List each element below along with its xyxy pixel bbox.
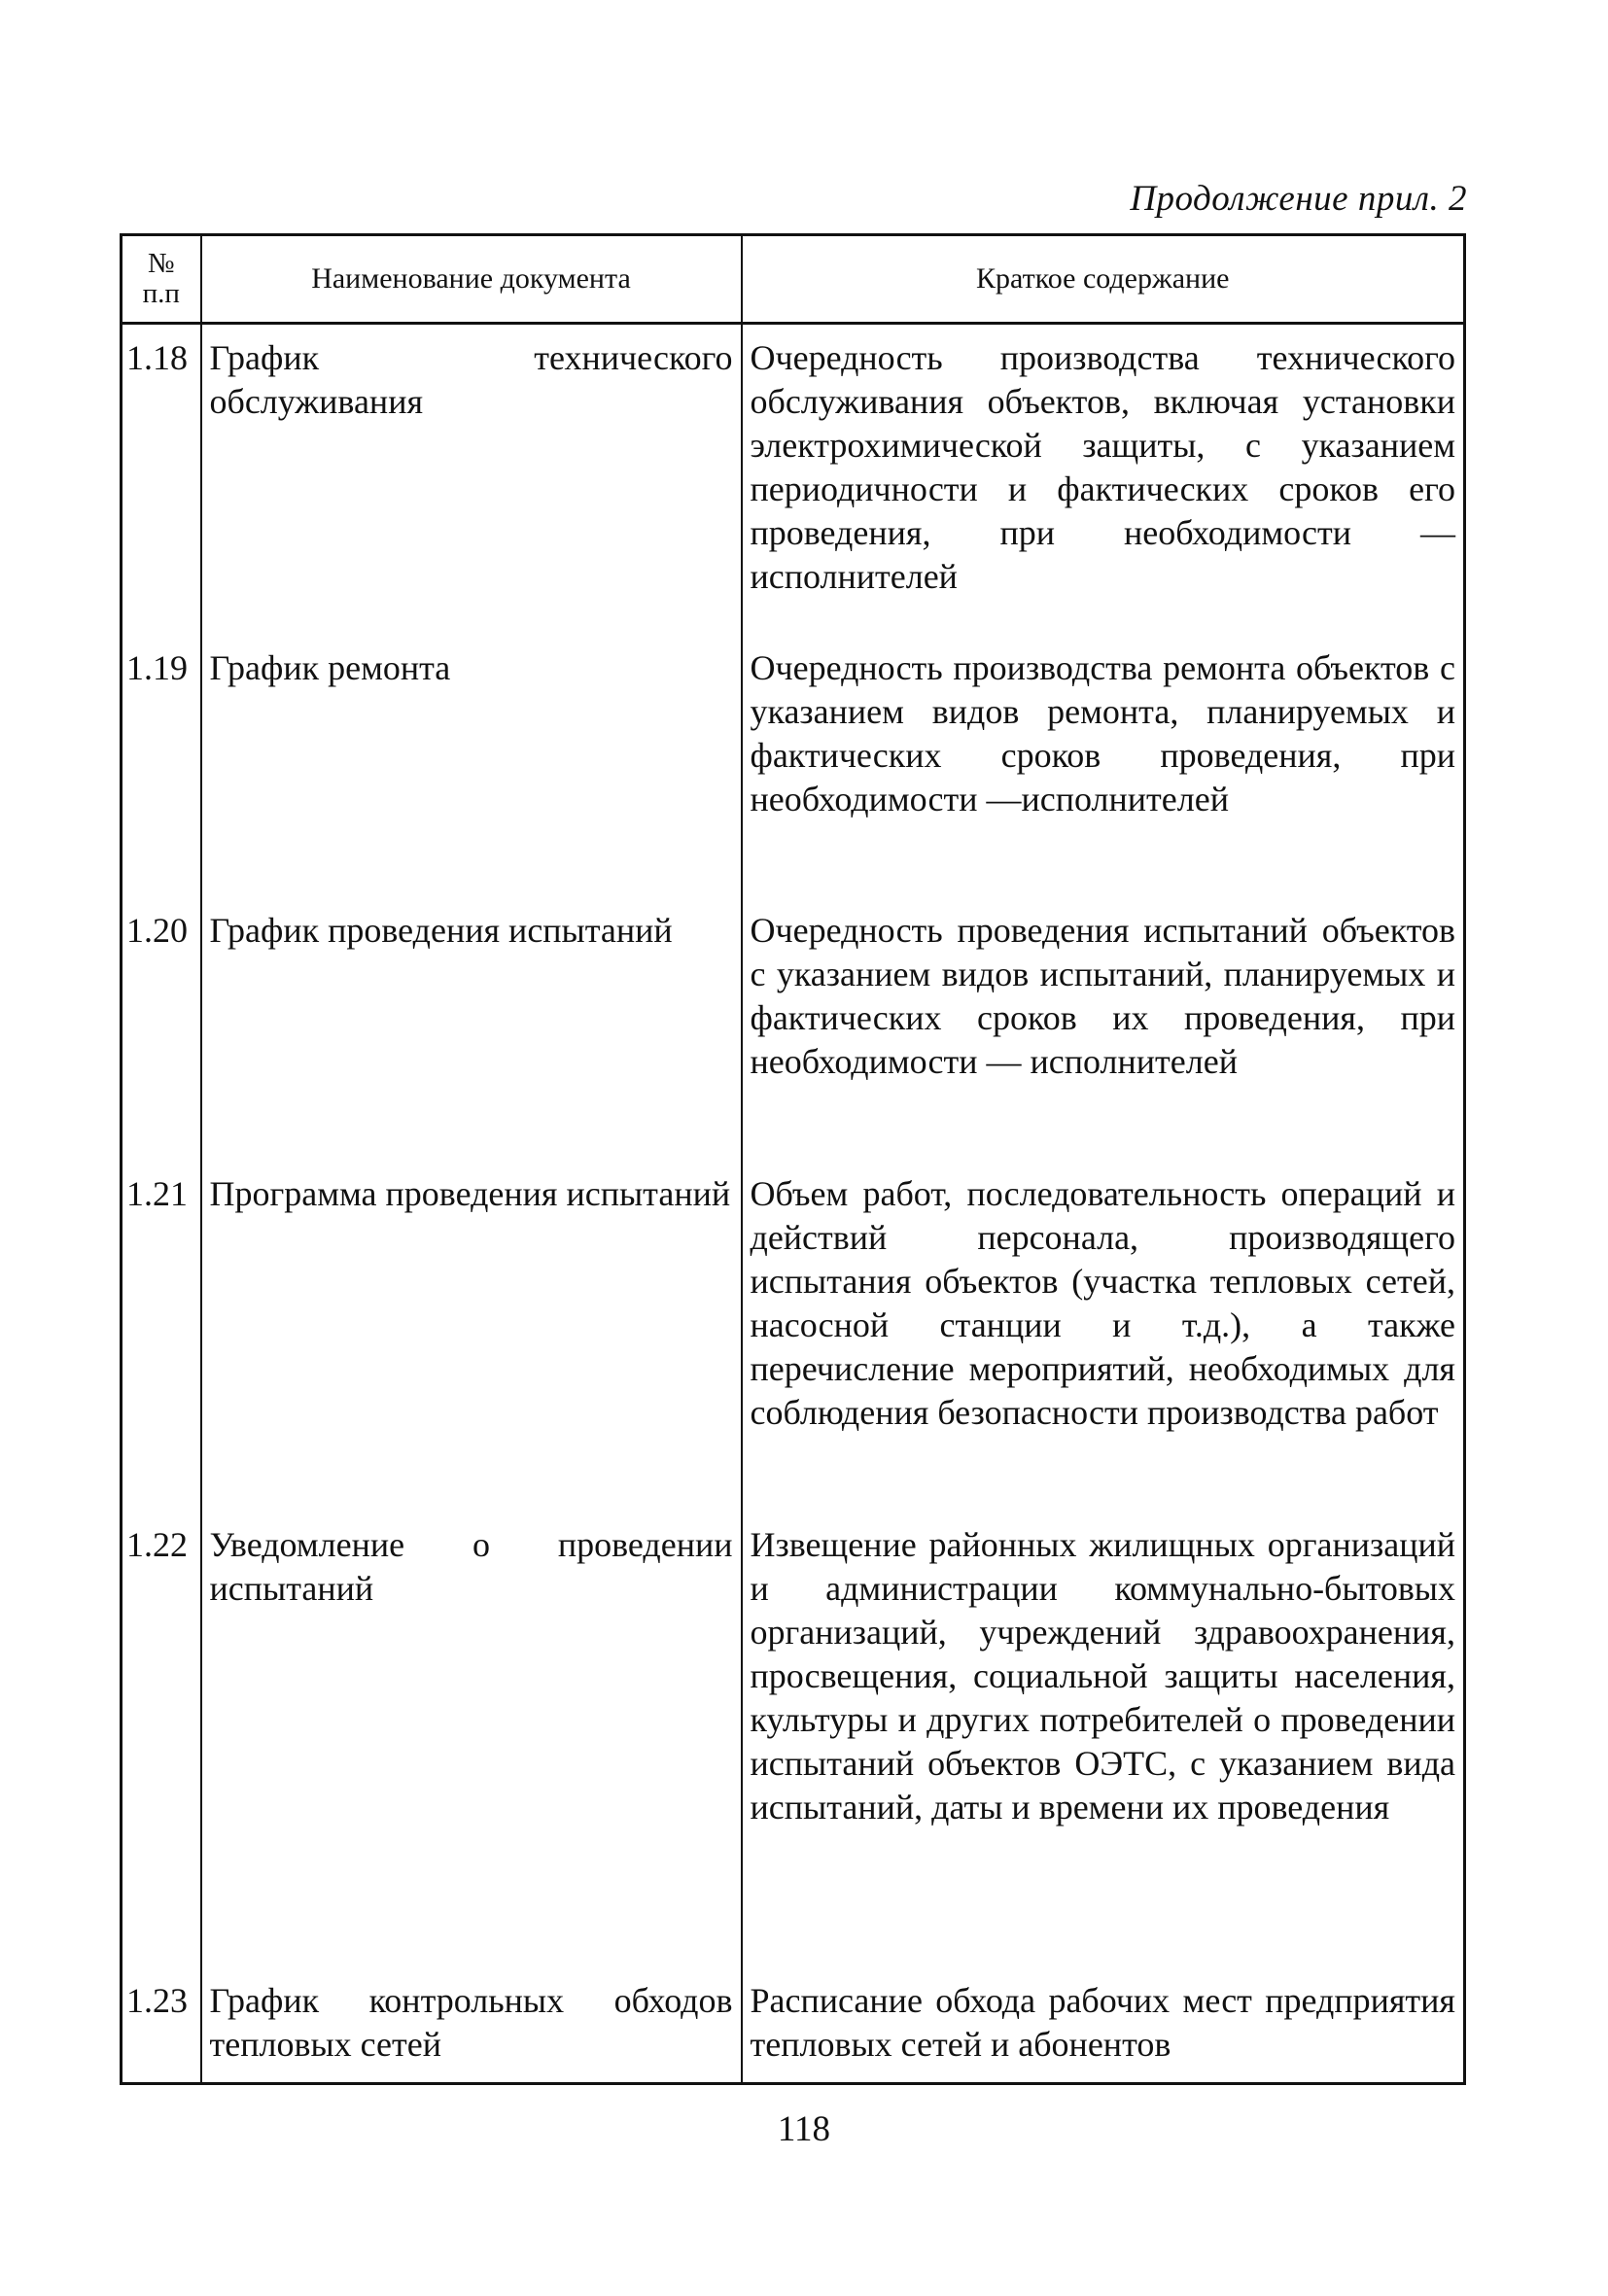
- row-document-name: График контрольных обходов тепловых сетей: [201, 1967, 742, 2083]
- table-row: [122, 1967, 1465, 2083]
- row-document-name: Программа проведения испытаний: [201, 1161, 742, 1513]
- header-number-sign: №: [147, 247, 175, 279]
- page-number: 118: [777, 2109, 831, 2149]
- row-summary: Очередность проведения испытаний объектов с указанием видов испытаний, планируемых и фактических сроков их проведения, при необходимости — исполнителей: [742, 897, 1465, 1160]
- table-row: [122, 1161, 1465, 1513]
- documents-table: [120, 233, 1466, 2085]
- row-number: 1.23: [122, 1967, 201, 2083]
- header-number: [122, 235, 201, 324]
- row-document-name: График ремонта: [201, 635, 742, 897]
- row-number: 1.21: [122, 1161, 201, 1513]
- row-number: 1.22: [122, 1512, 201, 1967]
- table-header-row: [122, 235, 1465, 324]
- row-document-name: Уведомление о проведении испытаний: [201, 1512, 742, 1967]
- continuation-caption: Продолжение прил. 2: [1130, 179, 1467, 219]
- row-summary: Объем работ, последовательность операций и действий персонала, производящего испытания объектов (участка тепловых сетей, насосной станции и т.д.), а также перечисление мероприятий, необходимых для соблюдения безопасности производства работ: [742, 1161, 1465, 1513]
- header-number-abbrev: п.п: [142, 278, 180, 309]
- row-number: 1.19: [122, 635, 201, 897]
- header-summary: Краткое содержание: [742, 235, 1465, 324]
- row-number: 1.18: [122, 324, 201, 636]
- header-document-name: Наименование документа: [201, 235, 742, 324]
- row-number: 1.20: [122, 897, 201, 1160]
- row-summary: Извещение районных жилищных организаций и администрации коммунально-бытовых организаций, учреждений здравоохранения, просвещения, социальной защиты населения, культуры и других потребителей о проведении испытаний объектов ОЭТС, с указанием вида испытаний, даты и времени их проведения: [742, 1512, 1465, 1967]
- table-row: [122, 897, 1465, 1160]
- table-row: [122, 635, 1465, 897]
- table-row: [122, 1512, 1465, 1967]
- row-document-name: График технического обслуживания: [201, 324, 742, 636]
- row-summary: Расписание обхода рабочих мест предприятия тепловых сетей и абонентов: [742, 1967, 1465, 2083]
- row-summary: Очередность производства технического обслуживания объектов, включая установки электрохимической защиты, с указанием периодичности и фактических сроков его проведения, при необходимости — исполнителей: [742, 324, 1465, 636]
- row-document-name: График проведения испытаний: [201, 897, 742, 1160]
- row-summary: Очередность производства ремонта объектов с указанием видов ремонта, планируемых и фактических сроков проведения, при необходимости —исполнителей: [742, 635, 1465, 897]
- table-row: [122, 324, 1465, 636]
